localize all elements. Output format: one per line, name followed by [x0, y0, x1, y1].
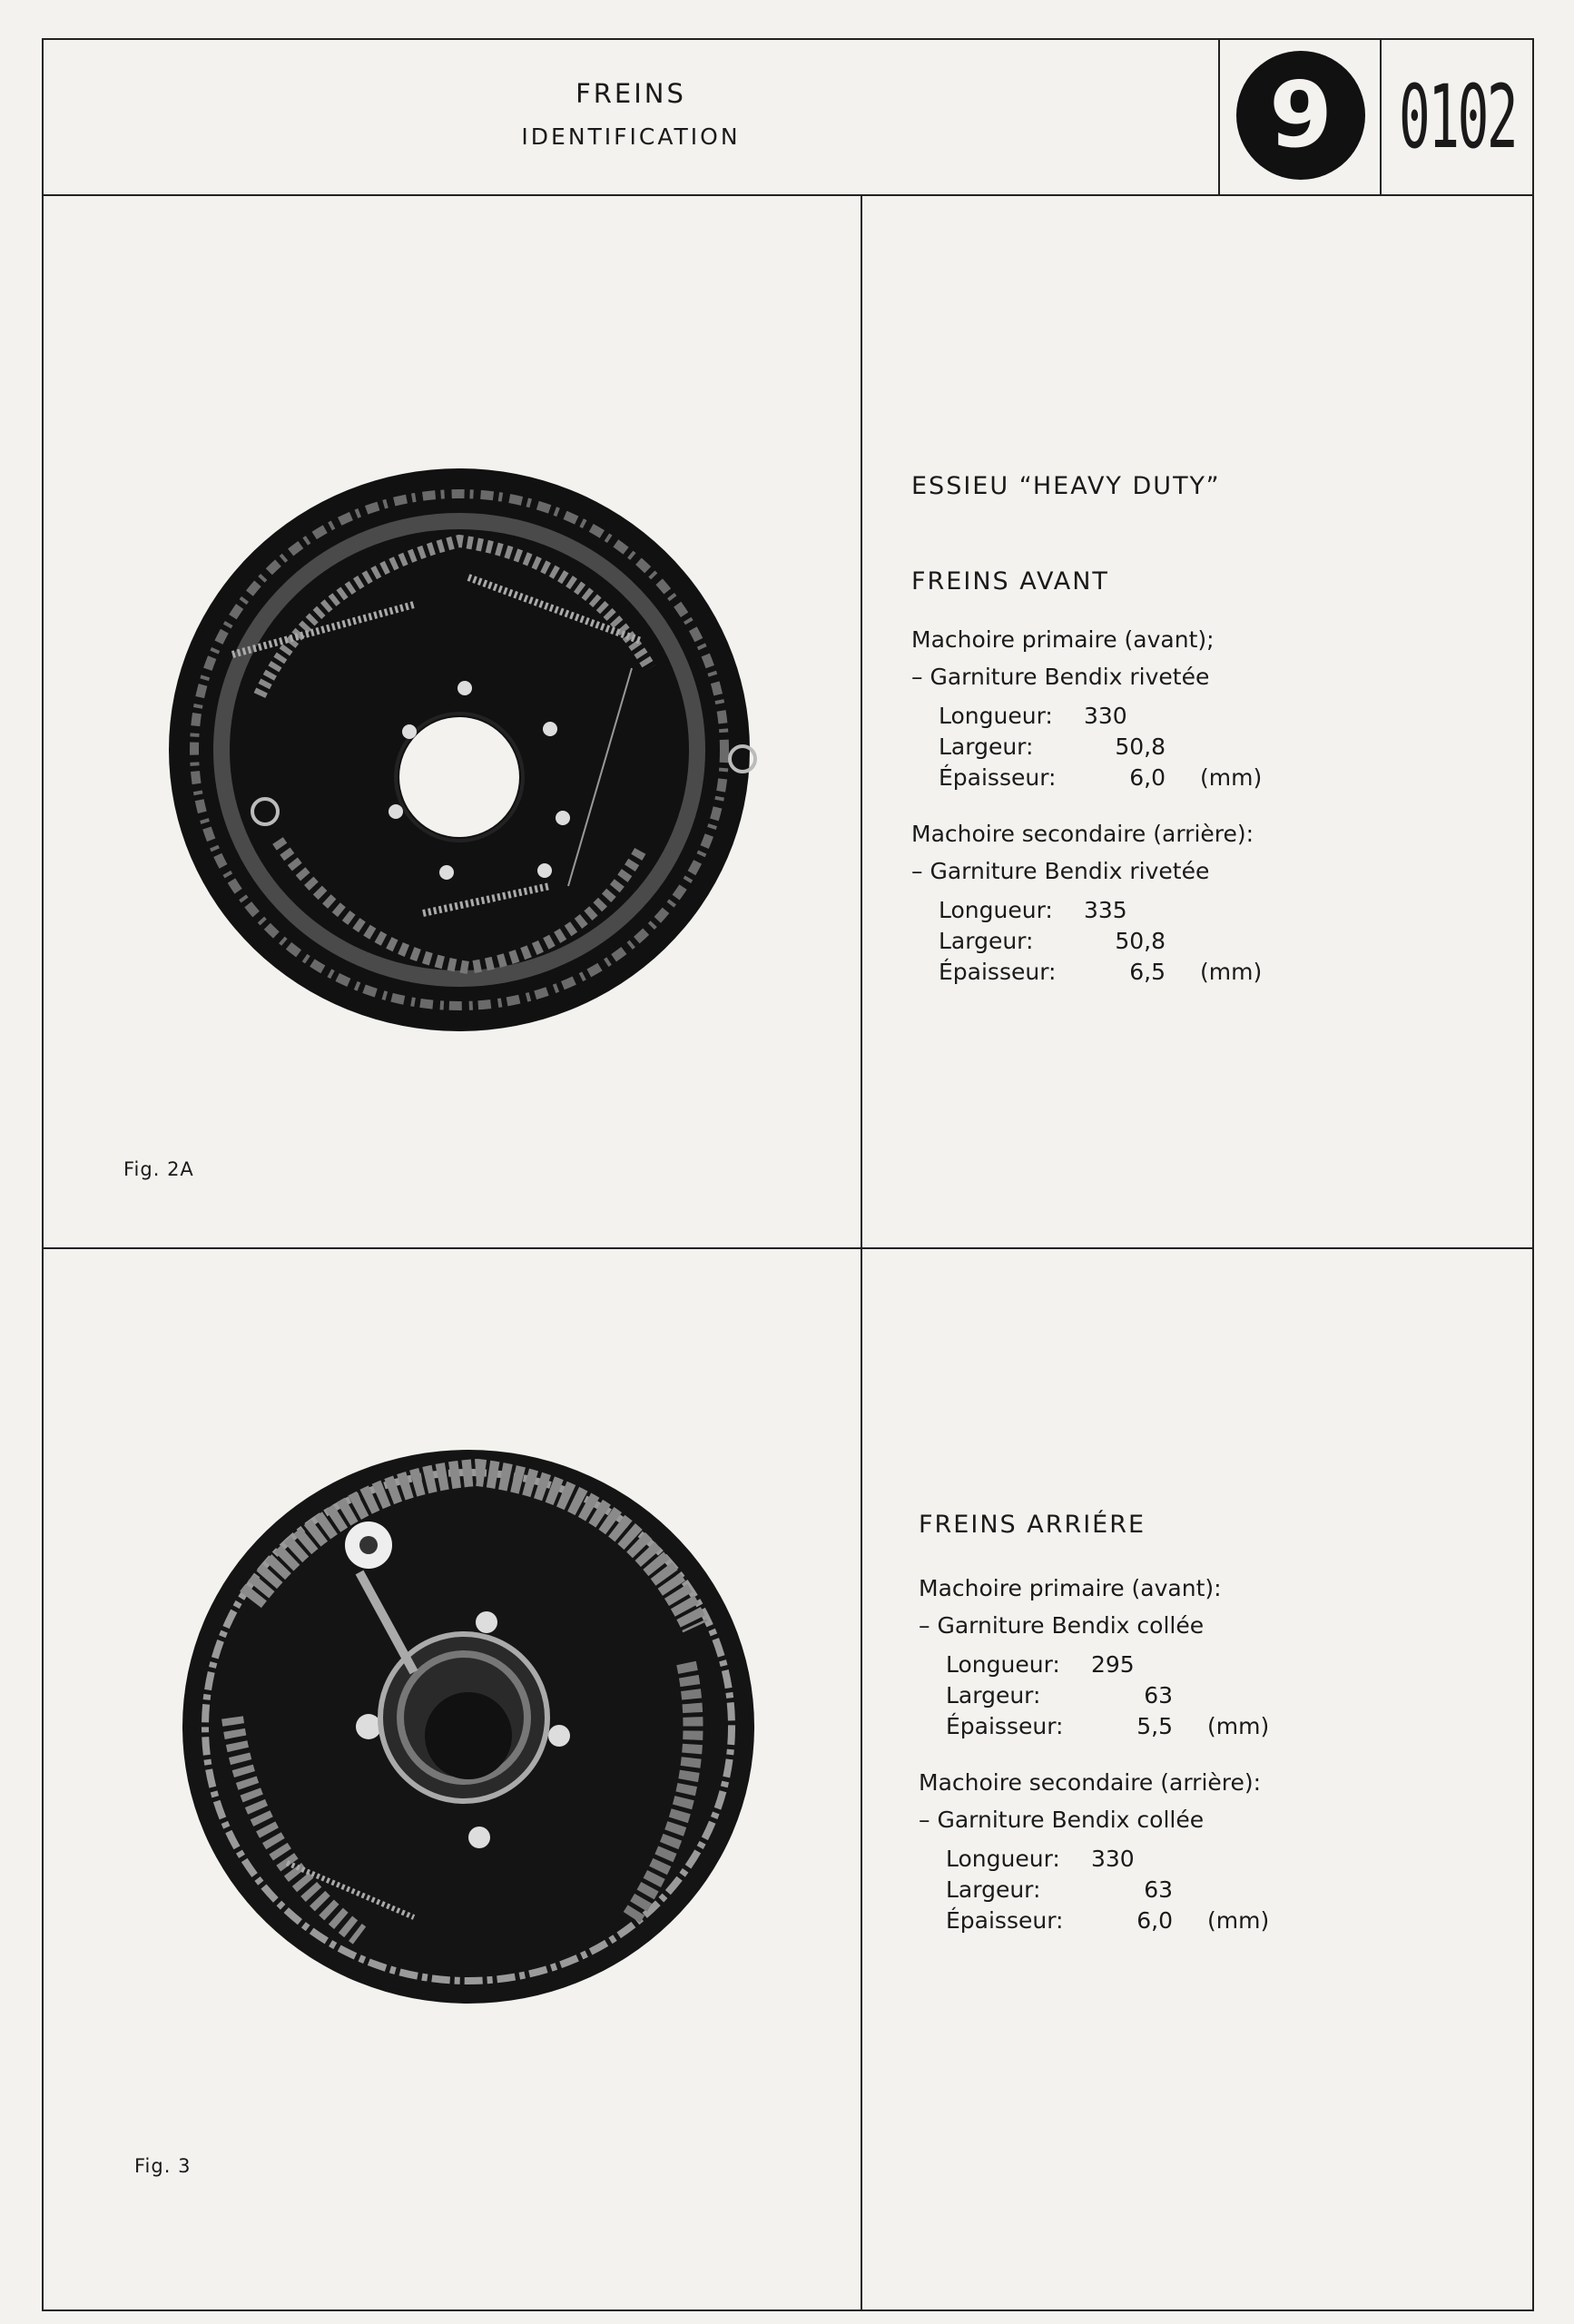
- row-value: 6,0: [1129, 764, 1166, 791]
- front-secondary-heading: Machoire secondaire (arrière):: [911, 821, 1254, 847]
- column-divider: [861, 196, 862, 2311]
- title-block: [44, 40, 1218, 194]
- rear-primary-heading: Machoire primaire (avant):: [919, 1575, 1222, 1601]
- rear-primary-table: [946, 1653, 1269, 1746]
- table-row: [939, 735, 1262, 766]
- row-label: Largeur:: [939, 928, 1034, 954]
- fig-2a-label: Fig. 2A: [123, 1158, 194, 1180]
- row-label: Épaisseur:: [946, 1907, 1064, 1934]
- rear-primary-lining: – Garniture Bendix collée: [919, 1612, 1205, 1639]
- rear-brake-photo: [178, 1445, 759, 2008]
- row-label: Épaisseur:: [939, 764, 1057, 791]
- table-row: [946, 1847, 1269, 1878]
- row-unit: (mm): [1207, 1907, 1270, 1934]
- axle-title: ESSIEU “HEAVY DUTY”: [911, 472, 1221, 500]
- row-value: 50,8: [1115, 734, 1166, 760]
- table-row: [939, 704, 1262, 735]
- table-row: [946, 1684, 1269, 1715]
- row-label: Largeur:: [946, 1876, 1041, 1903]
- row-value: 330: [1084, 703, 1127, 729]
- table-row: [946, 1653, 1269, 1684]
- row-value: 50,8: [1115, 928, 1166, 954]
- table-row: [946, 1715, 1269, 1746]
- front-secondary-lining: – Garniture Bendix rivetée: [911, 858, 1210, 884]
- rear-secondary-heading: Machoire secondaire (arrière):: [919, 1769, 1262, 1796]
- page-number-cell: [1380, 40, 1534, 194]
- row-value: 63: [1144, 1682, 1173, 1709]
- row-value: 295: [1091, 1651, 1135, 1678]
- front-primary-heading: Machoire primaire (avant);: [911, 626, 1215, 653]
- row-value: 6,5: [1129, 959, 1166, 985]
- row-value: 6,0: [1136, 1907, 1173, 1934]
- row-label: Longueur:: [939, 897, 1053, 923]
- row-divider: [44, 1247, 1532, 1249]
- table-row: [939, 899, 1262, 930]
- chapter-cell: [1218, 40, 1380, 194]
- table-row: [939, 960, 1262, 991]
- row-label: Longueur:: [946, 1651, 1060, 1678]
- row-value: 330: [1091, 1846, 1135, 1872]
- rear-secondary-lining: – Garniture Bendix collée: [919, 1807, 1205, 1833]
- front-brakes-title: FREINS AVANT: [911, 567, 1109, 596]
- row-label: Longueur:: [946, 1846, 1060, 1872]
- row-unit: (mm): [1207, 1713, 1270, 1739]
- rear-secondary-table: [946, 1847, 1269, 1940]
- page-header: [44, 40, 1532, 196]
- row-unit: [1173, 1847, 1269, 1878]
- table-row: [939, 930, 1262, 960]
- front-brake-photo: [160, 459, 759, 1040]
- table-row: [939, 766, 1262, 797]
- row-value: 5,5: [1136, 1713, 1173, 1739]
- row-label: Épaisseur:: [946, 1713, 1064, 1739]
- row-unit: (mm): [1200, 959, 1263, 985]
- page-subtitle: IDENTIFICATION: [521, 123, 741, 150]
- row-value: 335: [1084, 897, 1127, 923]
- row-value: 63: [1144, 1876, 1173, 1903]
- row-label: Épaisseur:: [939, 959, 1057, 985]
- rear-brakes-title: FREINS ARRIÉRE: [919, 1511, 1146, 1539]
- page-number: 0102: [1399, 66, 1517, 168]
- row-unit: [1173, 1878, 1269, 1909]
- row-unit: [1173, 1653, 1269, 1684]
- row-unit: (mm): [1200, 764, 1263, 791]
- row-unit: [1166, 735, 1262, 766]
- table-row: [946, 1878, 1269, 1909]
- page-frame: [42, 38, 1534, 2311]
- chapter-badge: 9: [1236, 51, 1365, 180]
- row-unit: [1166, 930, 1262, 960]
- row-label: Largeur:: [946, 1682, 1041, 1709]
- row-unit: [1166, 899, 1262, 930]
- front-primary-table: [939, 704, 1262, 797]
- row-label: Longueur:: [939, 703, 1053, 729]
- rear-spec: [919, 1512, 1269, 1940]
- front-spec: [911, 474, 1262, 991]
- page-title: FREINS: [575, 78, 686, 109]
- row-unit: [1173, 1684, 1269, 1715]
- row-label: Largeur:: [939, 734, 1034, 760]
- front-secondary-table: [939, 899, 1262, 991]
- front-primary-lining: – Garniture Bendix rivetée: [911, 664, 1210, 690]
- fig-3-label: Fig. 3: [134, 2155, 192, 2177]
- table-row: [946, 1909, 1269, 1940]
- row-unit: [1166, 704, 1262, 735]
